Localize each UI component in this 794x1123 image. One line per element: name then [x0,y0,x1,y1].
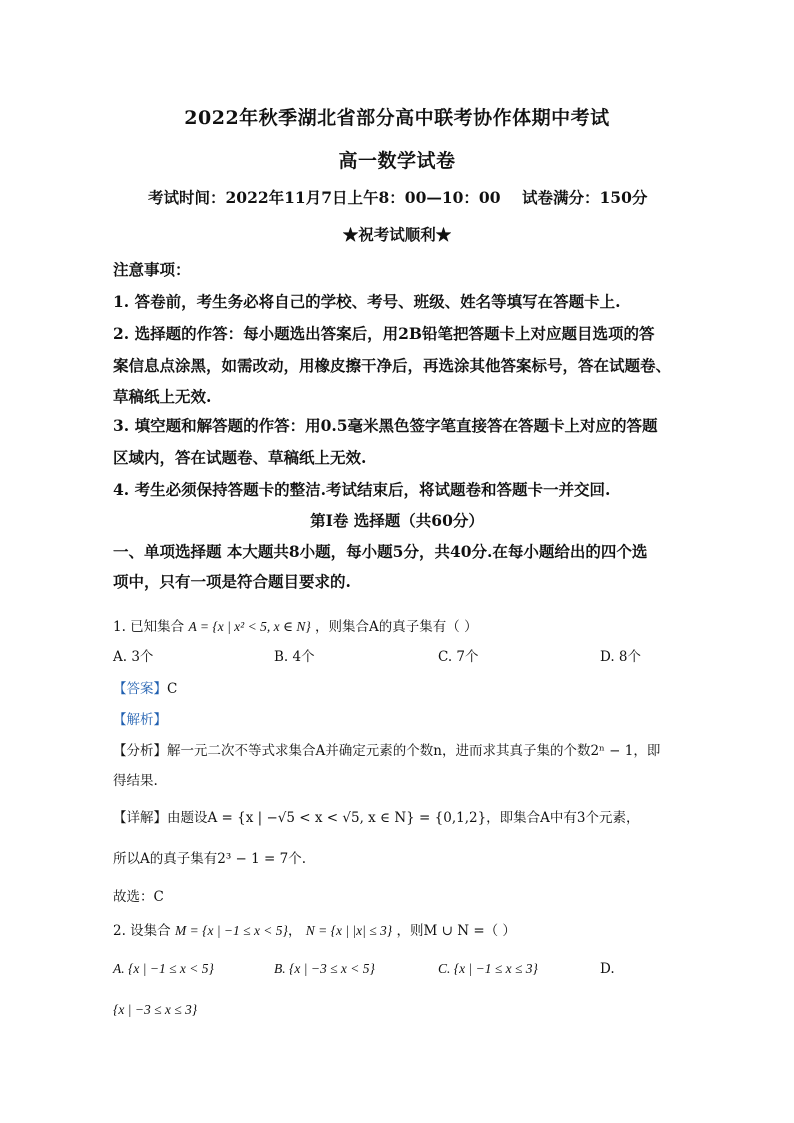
section-title: 第Ⅰ卷 选择题（共60分） [310,511,484,530]
q1-choose: 故选：C [113,889,164,905]
q1-option-a: A. 3个 [113,649,154,665]
note-item: 区域内，答在试题卷、草稿纸上无效. [113,448,367,467]
fenxi-tag: 【分析】 [113,743,167,759]
question-2-stem: 2. 设集合 M = {x | −1 ≤ x < 5}， N = {x | |x| ≤ 3} ，则M ∪ N =（ ） [113,923,516,939]
exam-subtitle: 高一数学试卷 [338,150,456,172]
q1-option-b: B. 4个 [274,649,315,665]
note-item: 案信息点涂黑，如需改动，用橡皮擦干净后，再选涂其他答案标号，答在试题卷、 [113,356,672,375]
q1-set-expression: A = {x | x² < 5, x ∈ N} [188,619,311,634]
q1-option-d: D. 8个 [600,649,642,665]
answer-tag: 【答案】 [113,681,167,697]
q1-fenxi-line [113,739,660,759]
q1-option-c: C. 7个 [438,649,479,665]
q2-stem-pre: 2. 设集合 [113,923,171,939]
note-item: 1. 答卷前，考生务必将自己的学校、考号、班级、姓名等填写在答题卡上. [113,292,621,311]
fenxi-text: 解一元二次不等式求集合A并确定元素的个数n，进而求其真子集的个数2ⁿ − 1，即 [167,743,661,759]
notes-heading: 注意事项： [113,260,191,279]
q2-option-d: D. [600,961,615,977]
q1-stem-post: ，则集合A的真子集有（ ） [315,619,478,635]
detail-tag: 【详解】 [113,810,167,826]
full-score: 试卷满分：150分 [522,188,648,207]
detail-text: 由题设A = {x | −√5 < x < √5, x ∈ N} = {0,1,2}，即集合A中有3个元素， [167,810,640,826]
section-intro: 项中，只有一项是符合题目要求的. [113,572,351,591]
q1-fenxi-cont: 得结果. [113,773,158,789]
q2-option-c: C. {x | −1 ≤ x ≤ 3} [438,961,538,976]
q2-option-b: B. {x | −3 ≤ x < 5} [274,961,375,976]
q1-answer-line [113,677,177,697]
note-item: 4. 考生必须保持答题卡的整洁.考试结束后，将试题卷和答题卡一并交回. [113,480,611,499]
q2-stem-post: ，则M ∪ N =（ ） [396,923,516,939]
exam-title: 2022年秋季湖北省部分高中联考协作体期中考试 [184,107,610,129]
q1-detail-line [113,806,640,826]
section-intro: 一、单项选择题 本大题共8小题，每小题5分，共40分.在每小题给出的四个选 [113,542,648,561]
exam-time: 考试时间：2022年11月7日上午8：00—10：00 [148,188,501,207]
note-item: 3. 填空题和解答题的作答：用0.5毫米黑色签字笔直接答在答题卡上对应的答题 [113,416,658,435]
q2-n-set: N = {x | |x| ≤ 3} [305,923,393,938]
q1-detail-cont: 所以A的真子集有2³ − 1 = 7个. [113,851,307,867]
answer-value: C [167,681,178,697]
analysis-tag: 【解析】 [113,712,167,728]
q2-option-a: A. {x | −1 ≤ x < 5} [113,961,214,976]
question-1-stem [113,615,478,635]
q2-option-d-value: {x | −3 ≤ x ≤ 3} [113,1002,198,1017]
wish-line: ★祝考试顺利★ [342,225,452,244]
q2-m-set: M = {x | −1 ≤ x < 5} [174,923,288,938]
note-item: 2. 选择题的作答：每小题选出答案后，用2B铅笔把答题卡上对应题目选项的答 [113,324,655,343]
note-item: 草稿纸上无效. [113,387,212,406]
q1-stem-pre: 1. 已知集合 [113,619,185,635]
